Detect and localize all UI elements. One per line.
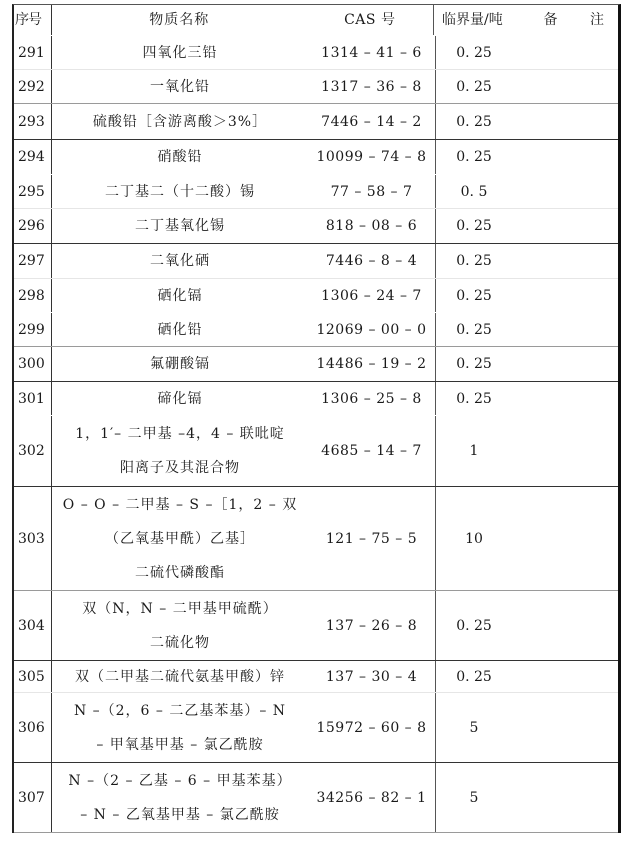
serial-number-cell: 294 (14, 140, 52, 174)
substance-name-line: 阳离子及其混合物 (120, 460, 240, 476)
remark-cell (526, 763, 618, 832)
table-header-row (14, 5, 618, 36)
threshold-cell: 0. 25 (456, 321, 492, 338)
threshold-cell: 0. 25 (456, 44, 492, 61)
table-row (14, 487, 618, 591)
threshold-cell: 5 (469, 789, 479, 806)
substance-name-line: 碲化镉 (157, 390, 203, 407)
remark-cell (526, 244, 618, 278)
substance-name-line: 1，1′– 二甲基 –4，4 – 联吡啶 (75, 426, 285, 442)
table-row (14, 347, 618, 382)
substance-name-cell (52, 347, 308, 381)
table-row (14, 175, 618, 209)
table-row (14, 661, 618, 693)
remark-cell (526, 104, 618, 139)
table-row (14, 104, 618, 140)
serial-number-cell: 302 (14, 416, 52, 486)
remark-cell (526, 382, 618, 415)
remark-cell (526, 209, 618, 243)
substance-name-line: – N – 乙氧基甲基 – 氯乙酰胺 (80, 806, 280, 823)
substance-name-cell (52, 382, 308, 415)
header-serial-number: 序号 (14, 5, 52, 35)
serial-number-cell: 300 (14, 347, 52, 381)
threshold-cell: 0. 25 (456, 356, 492, 372)
cas-number-cell: 1306 – 24 – 7 (308, 279, 436, 312)
substance-name-line: N –（2 – 乙基 – 6 – 甲基苯基） (68, 772, 292, 789)
threshold-cell: 0. 25 (456, 78, 492, 95)
threshold-cell: 0. 25 (456, 287, 492, 304)
remark-cell (526, 591, 618, 660)
threshold-cell: 0. 25 (456, 668, 492, 685)
substance-name-cell (52, 209, 308, 243)
substance-name-line: （乙氧基甲酰）乙基］ (105, 530, 255, 547)
threshold-cell: 0. 25 (456, 617, 492, 634)
table-body (14, 36, 618, 833)
table-row (14, 416, 618, 487)
table-row (14, 382, 618, 416)
threshold-cell: 5 (469, 719, 479, 736)
substance-name-line: 硫酸铅［含游离酸＞3%］ (92, 113, 268, 130)
table-row (14, 591, 618, 661)
table-row (14, 313, 618, 347)
substance-name-line: 氟硼酸镉 (150, 356, 210, 372)
table-row (14, 693, 618, 763)
hazardous-substances-table (12, 4, 621, 833)
serial-number-cell: 291 (14, 36, 52, 69)
substance-name-line: N –（2，6 – 二乙基苯基）– N (73, 702, 287, 719)
remark-cell (526, 693, 618, 762)
substance-name-line: 二丁基二（十二酸）锡 (105, 183, 255, 200)
cas-number-cell: 1314 – 41 – 6 (308, 36, 436, 69)
substance-name-line: O – O – 二甲基 – S –［1，2 – 双 (62, 496, 298, 513)
table-row (14, 209, 618, 244)
substance-name-cell (52, 313, 308, 346)
remark-cell (526, 416, 618, 486)
serial-number-cell: 301 (14, 382, 52, 415)
table-row (14, 36, 618, 70)
substance-name-line: – 甲氧基甲基 – 氯乙酰胺 (96, 736, 264, 753)
substance-name-line: 硒化镉 (157, 287, 203, 304)
threshold-cell: 0. 5 (460, 183, 488, 200)
substance-name-line: 硒化铅 (157, 321, 203, 338)
threshold-cell: 10 (465, 530, 483, 547)
cas-number-cell: 7446 – 14 – 2 (308, 104, 436, 139)
remark-cell (526, 661, 618, 692)
serial-number-cell: 299 (14, 313, 52, 346)
substance-name-line: 二丁基氧化锡 (135, 218, 225, 234)
substance-name-cell (52, 70, 308, 103)
substance-name-cell (52, 763, 308, 832)
remark-cell (526, 36, 618, 69)
header-remark: 备 注 (543, 12, 618, 28)
threshold-cell: 1 (469, 443, 479, 459)
cas-number-cell: 4685 – 14 – 7 (308, 416, 436, 486)
substance-name-line: 双（N，N – 二甲基甲硫酰） (82, 600, 278, 617)
table-row (14, 140, 618, 175)
serial-number-cell: 297 (14, 244, 52, 278)
table-row (14, 763, 618, 833)
substance-name-cell (52, 693, 308, 762)
cas-number-cell: 137 – 26 – 8 (308, 591, 436, 660)
serial-number-cell: 295 (14, 175, 52, 208)
substance-name-cell (52, 279, 308, 312)
table-row (14, 279, 618, 313)
cas-number-cell: 7446 – 8 – 4 (308, 244, 436, 278)
cas-number-cell: 10099 – 74 – 8 (308, 140, 436, 174)
cas-number-cell: 77 – 58 – 7 (308, 175, 436, 208)
header-threshold-tons: 临界量/吨 (441, 12, 503, 28)
threshold-cell: 0. 25 (456, 218, 492, 234)
table-row (14, 70, 618, 104)
serial-number-cell: 306 (14, 693, 52, 762)
threshold-cell: 0. 25 (456, 149, 492, 165)
substance-name-line: 一氧化铅 (150, 78, 210, 95)
serial-number-cell: 304 (14, 591, 52, 660)
cas-number-cell: 15972 – 60 – 8 (308, 693, 436, 762)
remark-cell (526, 175, 618, 208)
substance-name-line: 硝酸铅 (157, 149, 203, 165)
table-row (14, 244, 618, 279)
remark-cell (526, 347, 618, 381)
threshold-cell: 0. 25 (456, 253, 492, 269)
substance-name-cell (52, 416, 308, 486)
substance-name-cell (52, 591, 308, 660)
remark-cell (526, 140, 618, 174)
remark-cell (526, 313, 618, 346)
threshold-cell: 0. 25 (456, 390, 492, 407)
cas-number-cell: 818 – 08 – 6 (308, 209, 436, 243)
serial-number-cell: 296 (14, 209, 52, 243)
header-cas-number: CAS 号 (307, 5, 434, 35)
serial-number-cell: 305 (14, 661, 52, 692)
substance-name-line: 二氧化硒 (150, 253, 210, 269)
serial-number-cell: 293 (14, 104, 52, 139)
cas-number-cell: 137 – 30 – 4 (308, 661, 436, 692)
substance-name-line: 二硫代磷酸酯 (135, 564, 225, 581)
substance-name-line: 四氧化三铅 (142, 44, 218, 61)
substance-name-cell (52, 244, 308, 278)
threshold-cell: 0. 25 (456, 113, 492, 130)
serial-number-cell: 298 (14, 279, 52, 312)
substance-name-cell (52, 36, 308, 69)
remark-cell (526, 279, 618, 312)
serial-number-cell: 303 (14, 487, 52, 590)
serial-number-cell: 292 (14, 70, 52, 103)
substance-name-cell (52, 661, 308, 692)
substance-name-line: 双（二甲基二硫代氨基甲酸）锌 (75, 668, 285, 685)
substance-name-cell (52, 104, 308, 139)
header-substance-name: 物质名称 (149, 12, 210, 28)
serial-number-cell: 307 (14, 763, 52, 832)
substance-name-line: 二硫化物 (150, 634, 210, 651)
cas-number-cell: 14486 – 19 – 2 (308, 347, 436, 381)
cas-number-cell: 34256 – 82 – 1 (308, 763, 436, 832)
cas-number-cell: 1306 – 25 – 8 (308, 382, 436, 415)
substance-name-cell (52, 175, 308, 208)
substance-name-cell (52, 140, 308, 174)
substance-name-cell (52, 487, 308, 590)
remark-cell (526, 487, 618, 590)
cas-number-cell: 121 – 75 – 5 (308, 487, 436, 590)
remark-cell (526, 70, 618, 103)
cas-number-cell: 1317 – 36 – 8 (308, 70, 436, 103)
cas-number-cell: 12069 – 00 – 0 (308, 313, 436, 346)
